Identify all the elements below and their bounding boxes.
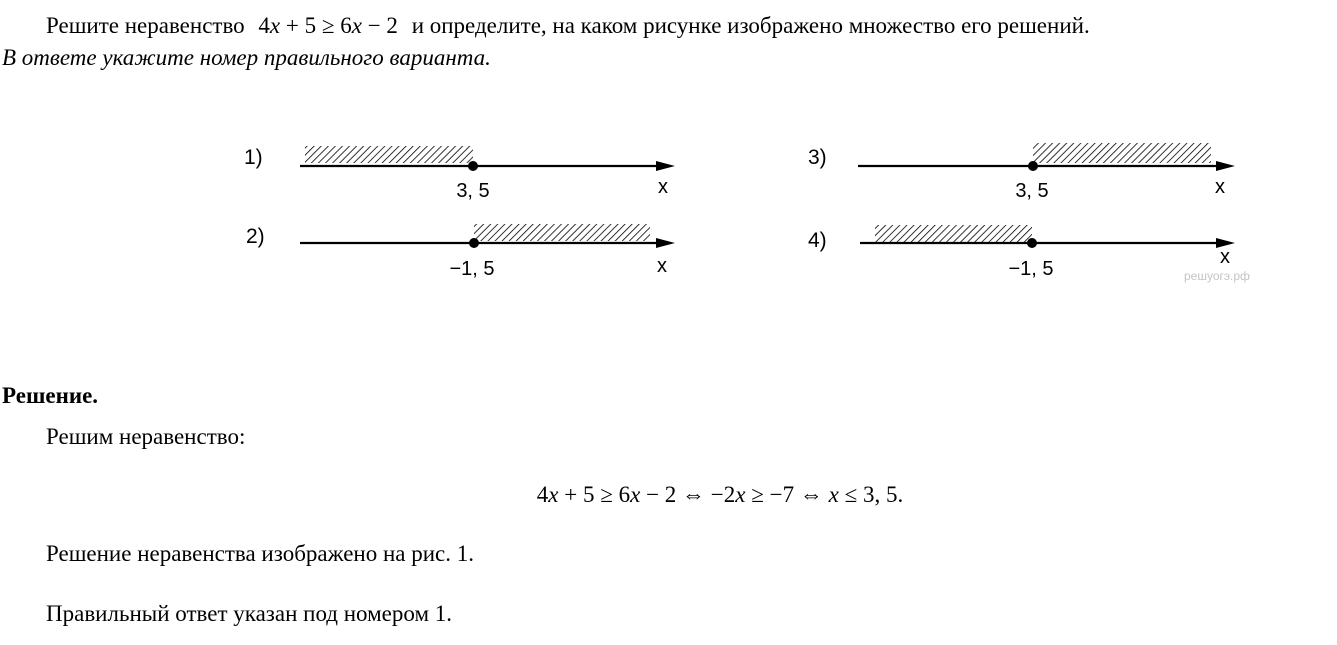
option-2-label: 2) <box>246 225 265 248</box>
option-3-axis-label: x <box>1215 176 1225 198</box>
task-instruction: В ответе укажите номер правильного варианта. <box>2 45 491 70</box>
option-1-axis-label: x <box>658 176 668 198</box>
watermark: решуогэ.рф <box>1184 269 1250 283</box>
option-1-figure <box>244 146 675 202</box>
option-2-figure <box>246 224 675 280</box>
option-2-point <box>469 238 479 248</box>
option-3-figure <box>808 143 1235 202</box>
option-4-axis-label: x <box>1220 246 1230 268</box>
option-3-hatched-region <box>1033 143 1211 163</box>
solution-intro: Решим неравенство: <box>46 424 246 449</box>
option-3-label: 3) <box>808 146 827 169</box>
option-2-axis-arrow-icon <box>656 238 675 248</box>
task-suffix: и определите, на каком рисунке изображено множество его решений. <box>411 13 1090 38</box>
option-4-label: 4) <box>808 229 827 252</box>
option-4-figure <box>808 225 1235 280</box>
option-1-label: 1) <box>244 146 263 169</box>
solution-chain: 4x + 5 ≥ 6x − 2 ⇔ −2x ≥ −7 ⇔ x ≤ 3, 5. <box>536 482 904 507</box>
option-3-axis-arrow-icon <box>1216 161 1235 171</box>
solution-answer-text: Правильный ответ указан под номером 1. <box>46 601 452 626</box>
option-3-point <box>1028 161 1038 171</box>
option-4-point <box>1027 238 1037 248</box>
solution-heading: Решение. <box>2 383 99 408</box>
task-prefix: Решите неравенство <box>46 13 245 38</box>
option-3-point-label: 3, 5 <box>1015 180 1049 202</box>
option-1-point <box>468 161 478 171</box>
option-4-hatched-region <box>875 225 1032 242</box>
option-4-point-label: −1, 5 <box>1008 258 1054 280</box>
option-2-axis-label: x <box>657 255 667 277</box>
option-2-point-label: −1, 5 <box>449 258 495 280</box>
option-1-axis-arrow-icon <box>656 161 675 171</box>
solution-figure-text: Решение неравенства изображено на рис. 1. <box>46 541 474 566</box>
option-1-point-label: 3, 5 <box>456 180 490 202</box>
option-1-hatched-region <box>305 146 473 163</box>
task-inequality: 4x + 5 ≥ 6x − 2 <box>258 13 398 38</box>
option-2-hatched-region <box>474 224 650 241</box>
